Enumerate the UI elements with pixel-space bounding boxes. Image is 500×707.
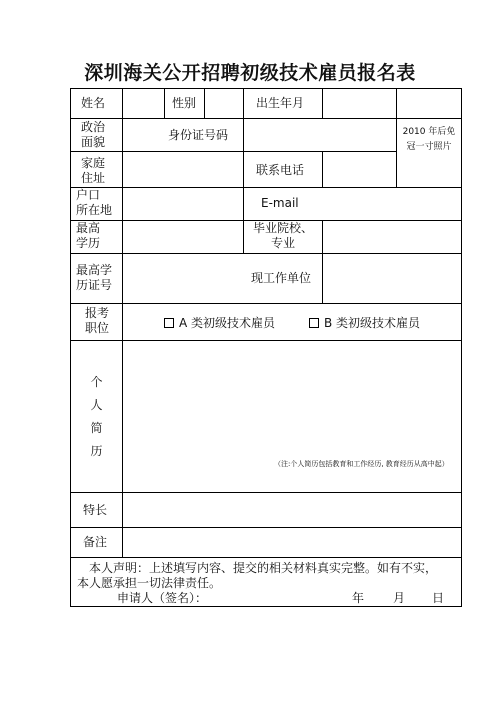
label-home-1: 家庭 <box>81 156 106 170</box>
applicant-signature-label: 申请人（签名）： <box>117 591 208 605</box>
label-birth: 出生年月 <box>256 96 305 110</box>
row-divider <box>71 118 461 119</box>
row-divider <box>71 492 461 493</box>
col-divider <box>322 151 323 187</box>
option-class-a-label: A 类初级技术雇员 <box>179 316 276 330</box>
row-divider <box>71 253 461 254</box>
label-id-number: 身份证号码 <box>168 128 229 142</box>
col-divider <box>322 220 323 303</box>
row-divider <box>71 557 461 558</box>
declaration-line-1: 本人声明：上述填写内容、提交的相关材料真实完整。如有不实， <box>89 561 438 575</box>
label-specialty: 特长 <box>83 503 108 517</box>
label-apply-1: 报考 <box>85 306 110 320</box>
label-hukou-1: 户口 <box>76 188 101 202</box>
col-divider <box>164 89 165 118</box>
date-year-label: 年 <box>352 591 365 605</box>
checkbox-class-a[interactable] <box>164 318 174 328</box>
date-month-label: 月 <box>393 591 406 605</box>
label-resume-1: 个 <box>90 375 103 389</box>
label-edu-2: 学历 <box>76 236 101 250</box>
label-workplace: 现工作单位 <box>251 271 312 285</box>
label-school-2: 专业 <box>270 236 295 250</box>
label-political-1: 政治 <box>81 120 106 134</box>
label-gender: 性别 <box>172 96 197 110</box>
registration-form <box>70 88 462 607</box>
label-cert-2: 历证号 <box>76 278 113 292</box>
label-school-1: 毕业院校、 <box>252 221 313 235</box>
label-edu-1: 最高 <box>76 221 101 235</box>
label-resume-2: 人 <box>90 398 103 412</box>
resume-note: （注:个人简历包括教育和工作经历, 教育经历从高中起） <box>274 460 449 468</box>
row-divider <box>71 303 461 304</box>
declaration-line-2: 本人愿承担一切法律责任。 <box>77 576 222 590</box>
label-phone: 联系电话 <box>256 163 305 177</box>
label-political-2: 面貌 <box>81 135 106 149</box>
photo-note-2: 冠一寸照片 <box>406 142 452 152</box>
label-remarks: 备注 <box>83 535 108 549</box>
col-divider <box>204 89 205 118</box>
label-resume-3: 简 <box>90 421 103 435</box>
label-name: 姓名 <box>81 96 106 110</box>
row-divider <box>71 340 461 341</box>
row-divider <box>71 527 461 528</box>
option-class-b-label: B 类初级技术雇员 <box>324 316 421 330</box>
col-divider <box>122 89 123 557</box>
row-divider <box>71 187 461 188</box>
date-day-label: 日 <box>432 591 445 605</box>
photo-note-1: 2010 年后免 <box>402 127 456 137</box>
label-email: E-mail <box>261 196 299 210</box>
checkbox-class-b[interactable] <box>309 318 319 328</box>
label-resume-4: 历 <box>90 444 103 458</box>
col-divider <box>322 89 323 118</box>
label-apply-2: 职位 <box>85 321 110 335</box>
label-cert-1: 最高学 <box>76 263 113 277</box>
row-divider <box>71 151 396 152</box>
label-hukou-2: 所在地 <box>76 203 113 217</box>
label-home-2: 住址 <box>81 171 106 185</box>
form-title: 深圳海关公开招聘初级技术雇员报名表 <box>84 62 416 84</box>
